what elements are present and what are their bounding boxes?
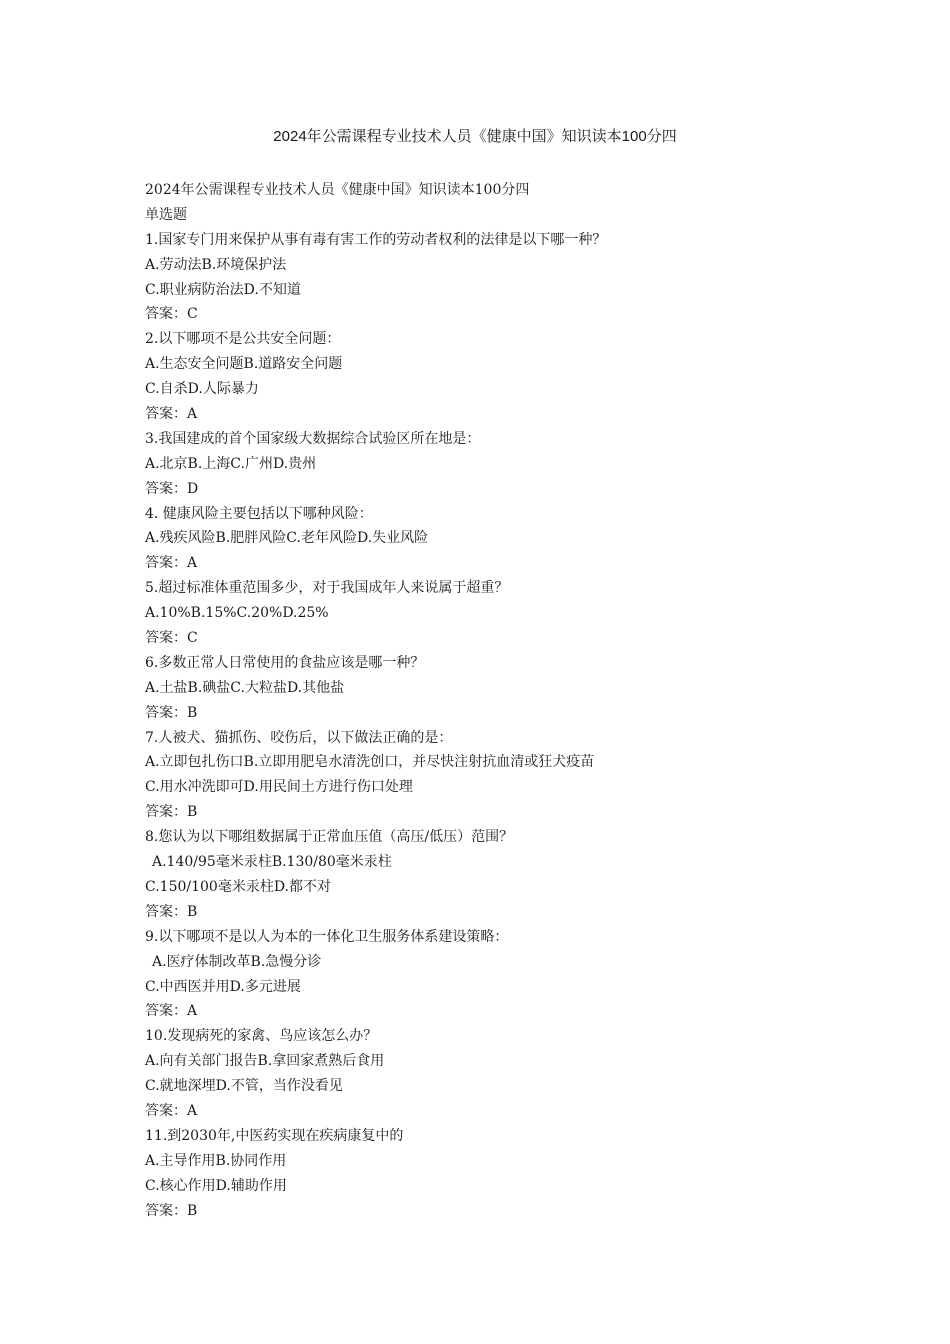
section-label: 单选题 <box>145 206 187 223</box>
option-line: A.立即包扎伤口B.立即用肥皂水清洗创口，并尽快注射抗血清或狂犬疫苗 <box>145 754 595 771</box>
question-list <box>145 228 845 1224</box>
option-line: A.劳动法B.环境保护法 <box>145 256 287 273</box>
document-heading: 2024年公需课程专业技术人员《健康中国》知识读本100分四 <box>145 182 530 198</box>
answer-line: 答案：B <box>145 804 198 821</box>
question-text: 3.我国建成的首个国家级大数据综合试验区所在地是： <box>145 430 481 447</box>
answer-line: 答案：D <box>145 480 199 497</box>
answer-line: 答案：A <box>145 1102 198 1119</box>
question-text: 11.到2030年,中医药实现在疾病康复中的 <box>145 1127 404 1144</box>
question-text: 9.以下哪项不是以人为本的一体化卫生服务体系建设策略： <box>145 928 509 945</box>
option-line: A.向有关部门报告B.拿回家煮熟后食用 <box>145 1053 385 1070</box>
answer-line: 答案：C <box>145 630 198 647</box>
option-line: C.就地深埋D.不管，当作没看见 <box>145 1078 343 1095</box>
option-line: A.土盐B.碘盐C.大粒盐D.其他盐 <box>145 679 345 696</box>
question-text: 2.以下哪项不是公共安全问题： <box>145 331 341 348</box>
question-text: 1.国家专门用来保护从事有毒有害工作的劳动者权利的法律是以下哪一种？ <box>145 231 607 248</box>
answer-line: 答案：B <box>145 903 198 920</box>
document-body <box>145 178 845 1223</box>
answer-line: 答案：A <box>145 1003 198 1020</box>
option-line: C.核心作用D.辅助作用 <box>145 1177 287 1194</box>
option-line: A.10%B.15%C.20%D.25% <box>145 605 329 622</box>
answer-line: 答案：B <box>145 1202 198 1219</box>
option-line: A.主导作用B.协同作用 <box>145 1152 287 1169</box>
option-line: C.用水冲洗即可D.用民间土方进行伤口处理 <box>145 779 413 796</box>
option-line: C.150/100毫米汞柱D.都不对 <box>145 878 331 895</box>
answer-line: 答案：A <box>145 406 198 423</box>
question-text: 7.人被犬、猫抓伤、咬伤后，以下做法正确的是： <box>145 729 453 746</box>
option-line: C.职业病防治法D.不知道 <box>145 281 301 298</box>
question-text: 10.发现病死的家禽、鸟应该怎么办？ <box>145 1028 378 1045</box>
option-line: A.残疾风险B.肥胖风险C.老年风险D.失业风险 <box>145 530 429 547</box>
answer-line: 答案：A <box>145 555 198 572</box>
option-line: A.140/95毫米汞柱B.130/80毫米汞柱 <box>152 854 392 871</box>
question-text: 6.多数正常人日常使用的食盐应该是哪一种？ <box>145 654 425 671</box>
question-text: 8.您认为以下哪组数据属于正常血压值（高压/低压）范围？ <box>145 829 514 846</box>
option-line: C.中西医并用D.多元进展 <box>145 978 301 995</box>
document-title: 2024年公需课程专业技术人员《健康中国》知识读本100分四 <box>273 128 677 145</box>
option-line: A.医疗体制改革B.急慢分诊 <box>152 953 322 970</box>
answer-line: 答案：C <box>145 306 198 323</box>
question-text: 4. 健康风险主要包括以下哪种风险： <box>145 505 373 522</box>
option-line: A.北京B.上海C.广州D.贵州 <box>145 455 317 472</box>
answer-line: 答案：B <box>145 704 198 721</box>
question-text: 5.超过标准体重范围多少，对于我国成年人来说属于超重？ <box>145 580 509 597</box>
option-line: A.生态安全问题B.道路安全问题 <box>145 356 343 373</box>
option-line: C.自杀D.人际暴力 <box>145 381 259 398</box>
